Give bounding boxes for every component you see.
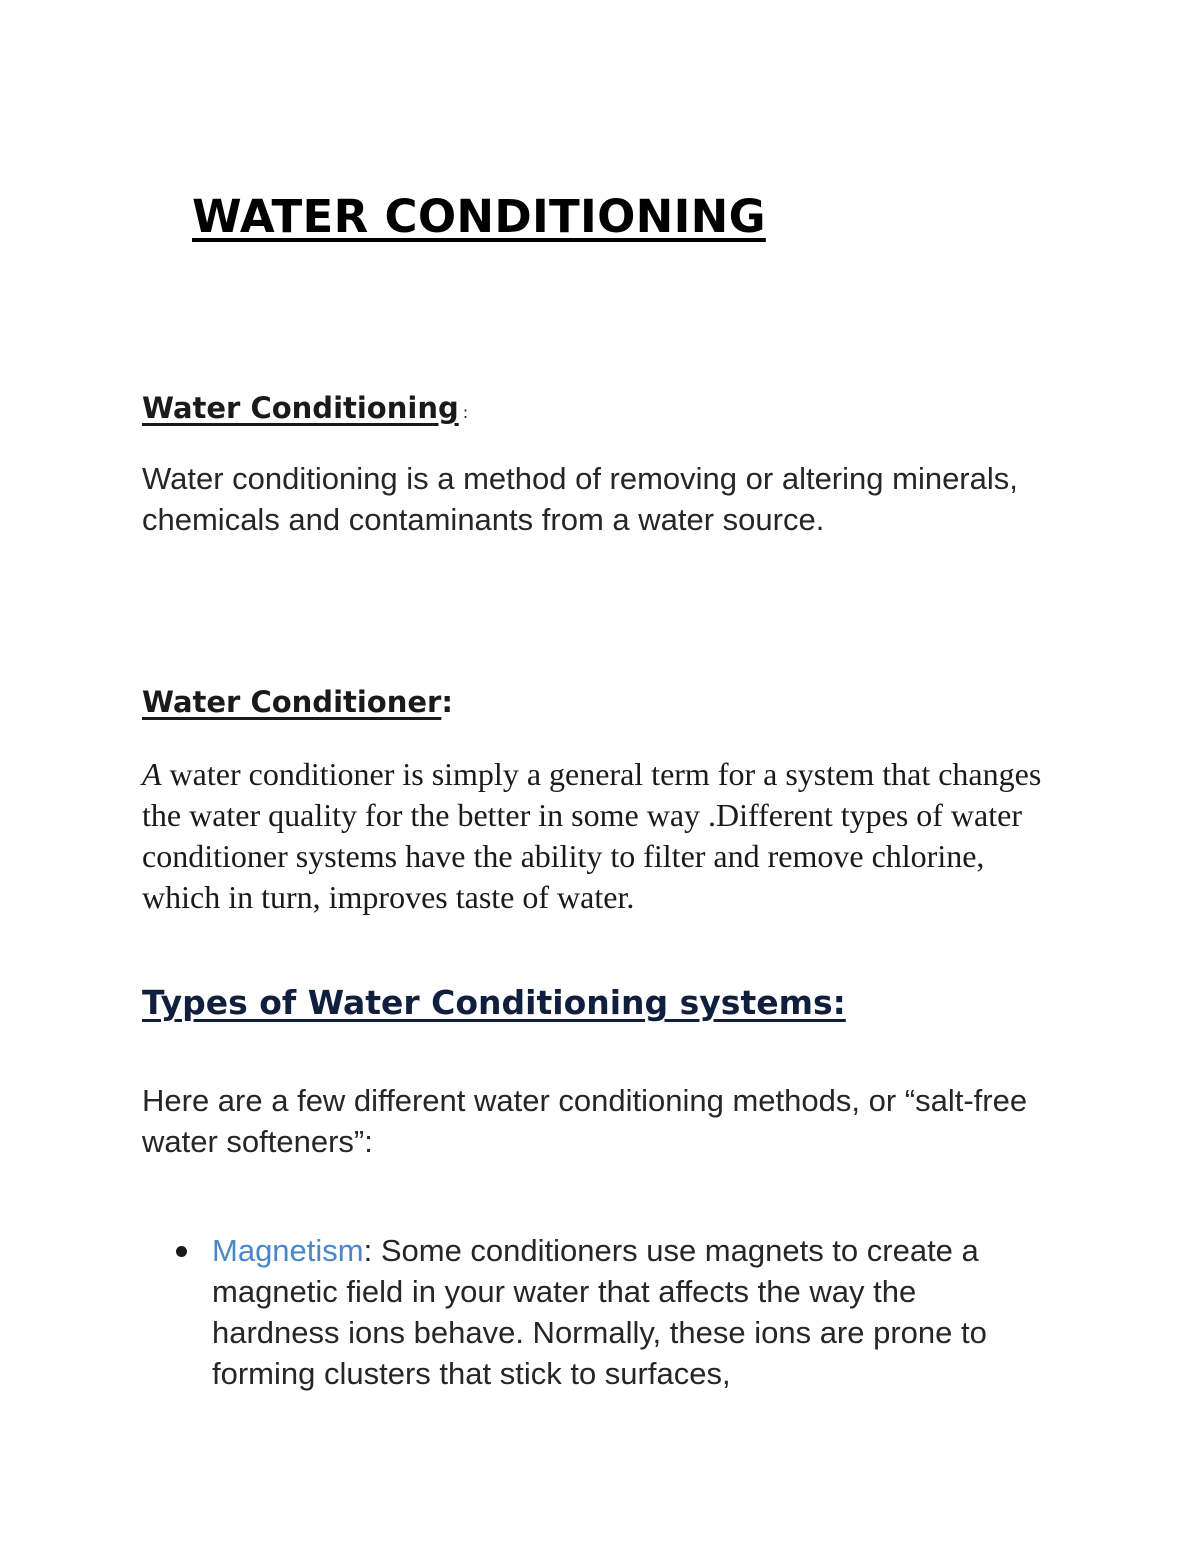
section-heading-water-conditioner — [142, 682, 453, 722]
types-intro-paragraph: Here are a few different water conditioning methods, or “salt-free water softeners”: — [142, 1083, 1028, 1159]
document-title: WATER CONDITIONING — [192, 190, 766, 243]
heading-colon: : — [462, 403, 469, 422]
bullet-icon — [176, 1246, 187, 1257]
water-conditioning-definition: Water conditioning is a method of removing or altering minerals, chemicals and contaminants from a water source. — [142, 461, 1018, 537]
magnetism-term: Magnetism — [212, 1233, 364, 1268]
section-heading-types — [142, 981, 846, 1025]
section-heading-text: Water Conditioning — [142, 391, 459, 425]
list-item — [172, 1230, 1042, 1394]
water-conditioner-definition — [142, 754, 1042, 918]
magnetism-description: : Some conditioners use magnets to create a magnetic field in your water that affects the way the hardness ions behave. Normally, these ions are prone to forming clusters that stick to surfaces, — [212, 1233, 987, 1391]
definition-text: water conditioner is simply a general term for a system that changes the water quality for the better in some way .Different types of water conditioner systems have the ability to filter and remove chlorine, which in turn, improves taste of water. — [142, 756, 1042, 915]
heading-colon: : — [441, 685, 453, 719]
section-heading-water-conditioning — [142, 388, 468, 433]
section-heading-text: Types of Water Conditioning systems: — [142, 983, 846, 1022]
definition-lead-word: A — [142, 756, 162, 792]
section-heading-text: Water Conditioner — [142, 685, 442, 719]
types-bullet-list — [172, 1230, 1042, 1394]
